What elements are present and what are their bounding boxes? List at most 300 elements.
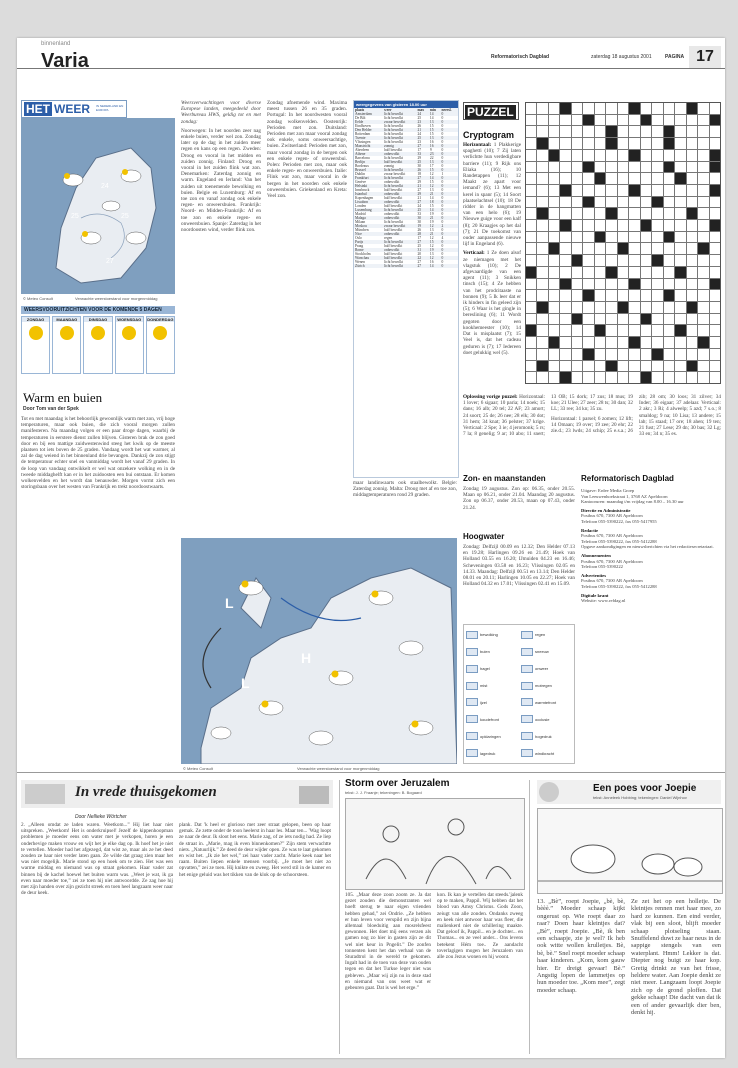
crossword-cell[interactable] <box>572 138 582 149</box>
crossword-cell[interactable] <box>629 337 639 348</box>
crossword-cell[interactable] <box>664 162 674 173</box>
crossword-cell[interactable] <box>641 314 651 325</box>
crossword-cell[interactable] <box>549 279 559 290</box>
crossword-cell[interactable] <box>629 197 639 208</box>
crossword-cell[interactable] <box>560 220 570 231</box>
crossword-cell[interactable] <box>664 173 674 184</box>
crossword-cell[interactable] <box>652 325 662 336</box>
crossword-cell[interactable] <box>664 138 674 149</box>
crossword-cell[interactable] <box>572 220 582 231</box>
crossword-cell[interactable] <box>652 138 662 149</box>
crossword-cell[interactable] <box>526 279 536 290</box>
crossword-cell[interactable] <box>629 150 639 161</box>
crossword-cell[interactable] <box>537 150 547 161</box>
crossword-cell[interactable] <box>595 173 605 184</box>
crossword-cell[interactable] <box>560 255 570 266</box>
crossword-cell[interactable] <box>710 314 720 325</box>
crossword-cell[interactable] <box>606 314 616 325</box>
crossword-cell[interactable] <box>618 267 628 278</box>
crossword-cell[interactable] <box>583 325 593 336</box>
crossword-cell[interactable] <box>618 232 628 243</box>
crossword-cell[interactable] <box>560 138 570 149</box>
crossword-cell[interactable] <box>664 314 674 325</box>
crossword-cell[interactable] <box>675 302 685 313</box>
crossword-cell[interactable] <box>606 255 616 266</box>
crossword-cell[interactable] <box>572 197 582 208</box>
crossword-cell[interactable] <box>641 337 651 348</box>
crossword-cell[interactable] <box>641 162 651 173</box>
crossword-cell[interactable] <box>572 232 582 243</box>
crossword-cell[interactable] <box>606 279 616 290</box>
crossword-cell[interactable] <box>710 185 720 196</box>
crossword-cell[interactable] <box>606 162 616 173</box>
crossword-cell[interactable] <box>675 232 685 243</box>
crossword-cell[interactable] <box>560 173 570 184</box>
crossword-cell[interactable] <box>687 314 697 325</box>
crossword-cell[interactable] <box>710 372 720 383</box>
crossword-cell[interactable] <box>641 255 651 266</box>
crossword-cell[interactable] <box>675 197 685 208</box>
crossword-cell[interactable] <box>549 372 559 383</box>
crossword-cell[interactable] <box>560 208 570 219</box>
crossword-cell[interactable] <box>572 372 582 383</box>
crossword-cell[interactable] <box>710 162 720 173</box>
crossword-cell[interactable] <box>583 138 593 149</box>
crossword-cell[interactable] <box>537 197 547 208</box>
crossword-cell[interactable] <box>710 173 720 184</box>
crossword-cell[interactable] <box>687 197 697 208</box>
crossword-cell[interactable] <box>572 126 582 137</box>
crossword-cell[interactable] <box>664 372 674 383</box>
crossword-cell[interactable] <box>629 255 639 266</box>
crossword-cell[interactable] <box>675 290 685 301</box>
crossword-cell[interactable] <box>618 290 628 301</box>
crossword-cell[interactable] <box>560 314 570 325</box>
crossword-cell[interactable] <box>641 290 651 301</box>
crossword-cell[interactable] <box>687 220 697 231</box>
crossword-cell[interactable] <box>526 337 536 348</box>
crossword-cell[interactable] <box>560 243 570 254</box>
crossword-cell[interactable] <box>526 361 536 372</box>
crossword-cell[interactable] <box>687 290 697 301</box>
crossword-cell[interactable] <box>572 103 582 114</box>
crossword-cell[interactable] <box>583 372 593 383</box>
crossword-cell[interactable] <box>526 243 536 254</box>
crossword-cell[interactable] <box>698 279 708 290</box>
crossword-cell[interactable] <box>687 337 697 348</box>
crossword-cell[interactable] <box>560 290 570 301</box>
crossword-cell[interactable] <box>595 361 605 372</box>
crossword-cell[interactable] <box>629 138 639 149</box>
crossword-cell[interactable] <box>687 103 697 114</box>
crossword-cell[interactable] <box>572 267 582 278</box>
crossword-cell[interactable] <box>710 208 720 219</box>
crossword-cell[interactable] <box>537 302 547 313</box>
crossword-cell[interactable] <box>595 138 605 149</box>
crossword-cell[interactable] <box>675 103 685 114</box>
crossword-cell[interactable] <box>675 243 685 254</box>
crossword-cell[interactable] <box>710 126 720 137</box>
crossword-cell[interactable] <box>629 126 639 137</box>
crossword-cell[interactable] <box>652 314 662 325</box>
crossword-cell[interactable] <box>572 314 582 325</box>
crossword-cell[interactable] <box>595 150 605 161</box>
crossword-cell[interactable] <box>618 115 628 126</box>
crossword-cell[interactable] <box>595 314 605 325</box>
crossword-cell[interactable] <box>652 255 662 266</box>
crossword-cell[interactable] <box>629 115 639 126</box>
crossword-cell[interactable] <box>583 290 593 301</box>
crossword-cell[interactable] <box>710 267 720 278</box>
crossword-cell[interactable] <box>549 197 559 208</box>
crossword-cell[interactable] <box>710 349 720 360</box>
crossword-cell[interactable] <box>710 361 720 372</box>
crossword-cell[interactable] <box>526 349 536 360</box>
crossword-cell[interactable] <box>675 162 685 173</box>
crossword-cell[interactable] <box>641 279 651 290</box>
crossword-cell[interactable] <box>710 150 720 161</box>
crossword-cell[interactable] <box>652 103 662 114</box>
crossword-cell[interactable] <box>664 150 674 161</box>
crossword-cell[interactable] <box>606 220 616 231</box>
crossword-cell[interactable] <box>618 349 628 360</box>
crossword-cell[interactable] <box>526 325 536 336</box>
crossword-cell[interactable] <box>687 162 697 173</box>
crossword-cell[interactable] <box>583 255 593 266</box>
crossword-cell[interactable] <box>526 267 536 278</box>
crossword-cell[interactable] <box>664 255 674 266</box>
crossword-cell[interactable] <box>595 126 605 137</box>
crossword-cell[interactable] <box>583 243 593 254</box>
crossword-cell[interactable] <box>675 267 685 278</box>
crossword-cell[interactable] <box>641 232 651 243</box>
crossword-cell[interactable] <box>560 302 570 313</box>
crossword-cell[interactable] <box>583 314 593 325</box>
crossword-cell[interactable] <box>549 337 559 348</box>
crossword-cell[interactable] <box>675 255 685 266</box>
crossword-cell[interactable] <box>698 325 708 336</box>
crossword-cell[interactable] <box>526 208 536 219</box>
crossword-cell[interactable] <box>618 361 628 372</box>
crossword-cell[interactable] <box>549 302 559 313</box>
crossword-cell[interactable] <box>537 185 547 196</box>
crossword-cell[interactable] <box>595 185 605 196</box>
crossword-cell[interactable] <box>560 185 570 196</box>
crossword-cell[interactable] <box>652 197 662 208</box>
crossword-cell[interactable] <box>537 361 547 372</box>
crossword-cell[interactable] <box>537 337 547 348</box>
crossword-cell[interactable] <box>595 290 605 301</box>
crossword-cell[interactable] <box>560 126 570 137</box>
crossword-cell[interactable] <box>560 372 570 383</box>
crossword-cell[interactable] <box>606 325 616 336</box>
crossword-cell[interactable] <box>537 173 547 184</box>
crossword-cell[interactable] <box>549 267 559 278</box>
crossword-cell[interactable] <box>526 185 536 196</box>
crossword-cell[interactable] <box>572 349 582 360</box>
crossword-cell[interactable] <box>710 138 720 149</box>
crossword-cell[interactable] <box>606 302 616 313</box>
crossword-cell[interactable] <box>629 220 639 231</box>
crossword-cell[interactable] <box>652 243 662 254</box>
crossword-cell[interactable] <box>583 103 593 114</box>
crossword-cell[interactable] <box>526 162 536 173</box>
crossword-cell[interactable] <box>606 138 616 149</box>
crossword-cell[interactable] <box>618 162 628 173</box>
crossword-cell[interactable] <box>698 103 708 114</box>
crossword-cell[interactable] <box>572 290 582 301</box>
crossword-cell[interactable] <box>595 349 605 360</box>
crossword-cell[interactable] <box>606 372 616 383</box>
crossword-cell[interactable] <box>664 232 674 243</box>
crossword-cell[interactable] <box>560 337 570 348</box>
crossword-cell[interactable] <box>583 337 593 348</box>
crossword-cell[interactable] <box>526 302 536 313</box>
crossword-cell[interactable] <box>698 349 708 360</box>
crossword-cell[interactable] <box>652 162 662 173</box>
crossword-cell[interactable] <box>687 302 697 313</box>
crossword-cell[interactable] <box>560 279 570 290</box>
crossword-cell[interactable] <box>629 267 639 278</box>
crossword-cell[interactable] <box>652 126 662 137</box>
crossword-cell[interactable] <box>537 126 547 137</box>
crossword-cell[interactable] <box>664 243 674 254</box>
crossword-cell[interactable] <box>572 302 582 313</box>
crossword-cell[interactable] <box>537 115 547 126</box>
crossword-cell[interactable] <box>583 349 593 360</box>
crossword-cell[interactable] <box>606 243 616 254</box>
crossword-cell[interactable] <box>629 208 639 219</box>
crossword-cell[interactable] <box>595 208 605 219</box>
crossword-cell[interactable] <box>526 255 536 266</box>
crossword-cell[interactable] <box>698 208 708 219</box>
crossword-cell[interactable] <box>698 361 708 372</box>
crossword-cell[interactable] <box>687 349 697 360</box>
crossword-cell[interactable] <box>526 150 536 161</box>
crossword-cell[interactable] <box>572 185 582 196</box>
crossword-cell[interactable] <box>687 279 697 290</box>
crossword-cell[interactable] <box>549 126 559 137</box>
crossword-cell[interactable] <box>710 232 720 243</box>
crossword-cell[interactable] <box>618 243 628 254</box>
crossword-cell[interactable] <box>629 372 639 383</box>
crossword-cell[interactable] <box>526 138 536 149</box>
crossword-cell[interactable] <box>698 302 708 313</box>
crossword-cell[interactable] <box>537 314 547 325</box>
crossword-cell[interactable] <box>664 185 674 196</box>
crossword-cell[interactable] <box>664 197 674 208</box>
crossword-cell[interactable] <box>595 302 605 313</box>
crossword-cell[interactable] <box>526 103 536 114</box>
crossword-cell[interactable] <box>606 150 616 161</box>
crossword-cell[interactable] <box>675 337 685 348</box>
crossword-cell[interactable] <box>595 372 605 383</box>
crossword-cell[interactable] <box>652 150 662 161</box>
crossword-cell[interactable] <box>698 197 708 208</box>
crossword-cell[interactable] <box>664 337 674 348</box>
crossword-cell[interactable] <box>618 337 628 348</box>
crossword-cell[interactable] <box>560 150 570 161</box>
crossword-cell[interactable] <box>710 302 720 313</box>
crossword-cell[interactable] <box>537 255 547 266</box>
crossword-cell[interactable] <box>572 361 582 372</box>
crossword-cell[interactable] <box>710 255 720 266</box>
crossword-cell[interactable] <box>606 337 616 348</box>
crossword-cell[interactable] <box>595 337 605 348</box>
crossword-cell[interactable] <box>675 279 685 290</box>
crossword-cell[interactable] <box>675 349 685 360</box>
crossword-cell[interactable] <box>537 279 547 290</box>
crossword-cell[interactable] <box>606 361 616 372</box>
crossword-cell[interactable] <box>583 232 593 243</box>
crossword-cell[interactable] <box>606 173 616 184</box>
crossword-cell[interactable] <box>560 361 570 372</box>
crossword-cell[interactable] <box>629 232 639 243</box>
crossword-cell[interactable] <box>526 115 536 126</box>
crossword-cell[interactable] <box>641 267 651 278</box>
crossword-cell[interactable] <box>652 173 662 184</box>
crossword-cell[interactable] <box>629 349 639 360</box>
crossword-cell[interactable] <box>664 267 674 278</box>
crossword-cell[interactable] <box>698 173 708 184</box>
crossword-cell[interactable] <box>526 232 536 243</box>
crossword-cell[interactable] <box>687 232 697 243</box>
crossword-cell[interactable] <box>710 243 720 254</box>
crossword-cell[interactable] <box>675 185 685 196</box>
crossword-cell[interactable] <box>583 267 593 278</box>
crossword-cell[interactable] <box>549 361 559 372</box>
crossword-cell[interactable] <box>595 243 605 254</box>
crossword-cell[interactable] <box>618 302 628 313</box>
crossword-cell[interactable] <box>618 220 628 231</box>
crossword-cell[interactable] <box>675 173 685 184</box>
crossword-cell[interactable] <box>641 302 651 313</box>
crossword-cell[interactable] <box>583 208 593 219</box>
crossword-cell[interactable] <box>537 349 547 360</box>
crossword-cell[interactable] <box>583 150 593 161</box>
crossword-cell[interactable] <box>698 372 708 383</box>
crossword-cell[interactable] <box>641 126 651 137</box>
crossword-cell[interactable] <box>641 115 651 126</box>
crossword-cell[interactable] <box>629 361 639 372</box>
crossword-cell[interactable] <box>572 255 582 266</box>
crossword-cell[interactable] <box>641 103 651 114</box>
crossword-cell[interactable] <box>675 314 685 325</box>
crossword-cell[interactable] <box>583 220 593 231</box>
crossword-cell[interactable] <box>606 267 616 278</box>
crossword-cell[interactable] <box>698 314 708 325</box>
crossword-cell[interactable] <box>698 126 708 137</box>
crossword-cell[interactable] <box>606 232 616 243</box>
crossword-cell[interactable] <box>537 220 547 231</box>
crossword-cell[interactable] <box>710 197 720 208</box>
crossword-cell[interactable] <box>549 208 559 219</box>
crossword-cell[interactable] <box>675 150 685 161</box>
crossword-cell[interactable] <box>698 162 708 173</box>
crossword-cell[interactable] <box>675 372 685 383</box>
crossword-cell[interactable] <box>560 162 570 173</box>
crossword-cell[interactable] <box>572 243 582 254</box>
crossword-cell[interactable] <box>629 290 639 301</box>
crossword-cell[interactable] <box>583 126 593 137</box>
crossword-cell[interactable] <box>664 279 674 290</box>
crossword-cell[interactable] <box>549 138 559 149</box>
crossword-cell[interactable] <box>710 220 720 231</box>
crossword-cell[interactable] <box>652 220 662 231</box>
crossword-cell[interactable] <box>572 162 582 173</box>
crossword-cell[interactable] <box>698 138 708 149</box>
crossword-cell[interactable] <box>664 115 674 126</box>
crossword-cell[interactable] <box>687 325 697 336</box>
crossword-cell[interactable] <box>595 103 605 114</box>
crossword-cell[interactable] <box>618 208 628 219</box>
crossword-cell[interactable] <box>710 290 720 301</box>
crossword-cell[interactable] <box>606 126 616 137</box>
crossword-cell[interactable] <box>687 243 697 254</box>
crossword-cell[interactable] <box>606 349 616 360</box>
crossword-cell[interactable] <box>652 372 662 383</box>
crossword-cell[interactable] <box>526 220 536 231</box>
crossword-cell[interactable] <box>641 325 651 336</box>
crossword-cell[interactable] <box>595 255 605 266</box>
crossword-cell[interactable] <box>560 325 570 336</box>
crossword-cell[interactable] <box>560 103 570 114</box>
crossword-cell[interactable] <box>652 337 662 348</box>
crossword-cell[interactable] <box>698 232 708 243</box>
crossword-cell[interactable] <box>583 185 593 196</box>
crossword-cell[interactable] <box>572 337 582 348</box>
crossword-cell[interactable] <box>595 220 605 231</box>
crossword-cell[interactable] <box>687 267 697 278</box>
crossword-cell[interactable] <box>549 349 559 360</box>
crossword-cell[interactable] <box>595 279 605 290</box>
crossword-cell[interactable] <box>583 173 593 184</box>
crossword-cell[interactable] <box>698 243 708 254</box>
crossword-cell[interactable] <box>675 126 685 137</box>
crossword-cell[interactable] <box>629 302 639 313</box>
crossword-cell[interactable] <box>549 185 559 196</box>
crossword-cell[interactable] <box>595 232 605 243</box>
crossword-cell[interactable] <box>572 150 582 161</box>
crossword-cell[interactable] <box>606 185 616 196</box>
crossword-cell[interactable] <box>652 349 662 360</box>
crossword-cell[interactable] <box>664 361 674 372</box>
crossword-cell[interactable] <box>698 290 708 301</box>
crossword-cell[interactable] <box>687 138 697 149</box>
crossword-cell[interactable] <box>618 138 628 149</box>
crossword-cell[interactable] <box>572 208 582 219</box>
crossword-cell[interactable] <box>572 325 582 336</box>
crossword-cell[interactable] <box>549 314 559 325</box>
crossword-cell[interactable] <box>583 361 593 372</box>
crossword-cell[interactable] <box>664 220 674 231</box>
crossword-cell[interactable] <box>618 150 628 161</box>
crossword-cell[interactable] <box>629 279 639 290</box>
crossword-cell[interactable] <box>652 361 662 372</box>
crossword-cell[interactable] <box>537 162 547 173</box>
crossword-cell[interactable] <box>641 208 651 219</box>
crossword-cell[interactable] <box>710 103 720 114</box>
crossword-cell[interactable] <box>664 349 674 360</box>
crossword-cell[interactable] <box>572 173 582 184</box>
crossword-cell[interactable] <box>687 126 697 137</box>
crossword-cell[interactable] <box>687 173 697 184</box>
crossword-cell[interactable] <box>641 150 651 161</box>
crossword-cell[interactable] <box>629 243 639 254</box>
crossword-cell[interactable] <box>641 197 651 208</box>
crossword-cell[interactable] <box>549 232 559 243</box>
crossword-cell[interactable] <box>572 115 582 126</box>
